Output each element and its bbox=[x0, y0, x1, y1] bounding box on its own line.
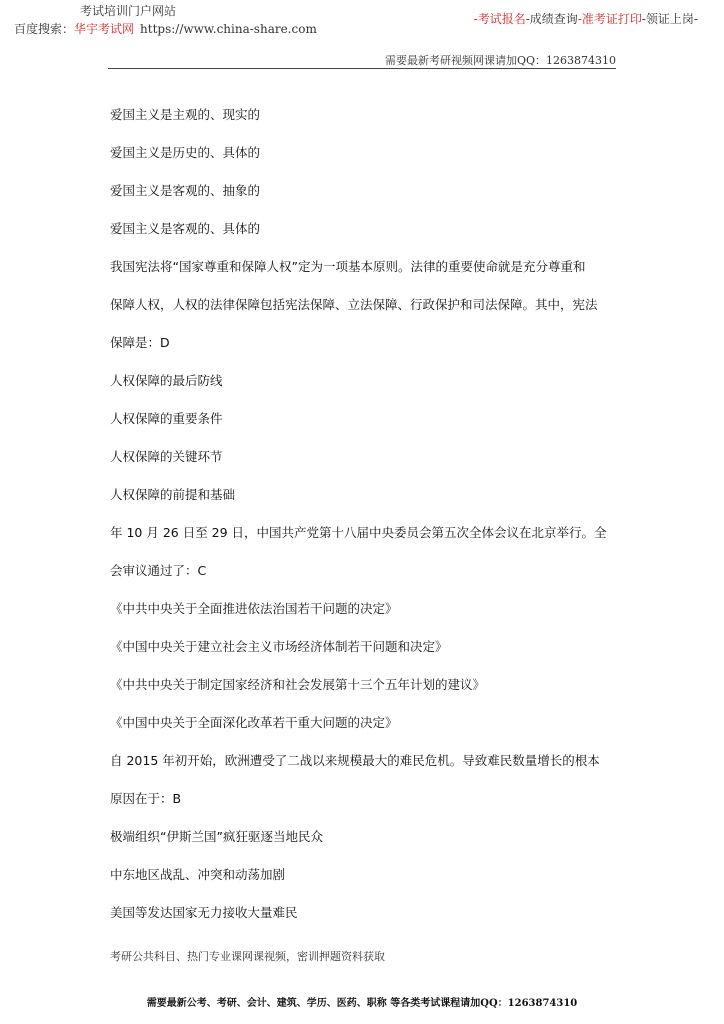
text-line: 《中共中央关于制定国家经济和社会发展第十三个五年计划的建议》 bbox=[110, 677, 486, 692]
text-line: 爱国主义是客观的、抽象的 bbox=[110, 183, 261, 198]
text-line: 极端组织“伊斯兰国”疯狂驱逐当地民众 bbox=[110, 829, 323, 844]
text-line: 人权保障的最后防线 bbox=[110, 373, 223, 388]
text-line: 爱国主义是客观的、具体的 bbox=[110, 221, 261, 236]
qq-notice: 需要最新考研视频网课请加QQ：1263874310 bbox=[384, 54, 616, 67]
certificate-link[interactable]: -领证上岗- bbox=[641, 12, 698, 26]
header-links bbox=[474, 10, 698, 27]
text-line: 中东地区战乱、冲突和动荡加剧 bbox=[110, 867, 286, 882]
footer-contact: 需要最新公考、考研、会计、建筑、学历、医药、职称 等各类考试课程请加QQ：1263874310 bbox=[146, 998, 578, 1009]
text-line: 《中共中央关于全面推进依法治国若干问题的决定》 bbox=[110, 601, 398, 616]
text-line: 我国宪法将“国家尊重和保障人权”定为一项基本原则。法律的重要使命就是充分尊重和 bbox=[110, 259, 586, 274]
header-divider bbox=[108, 68, 616, 69]
admission-ticket-link[interactable]: -准考证打印 bbox=[577, 12, 642, 26]
document-body bbox=[110, 96, 615, 932]
text-line: 年 10 月 26 日至 29 日，中国共产党第十八届中央委员会第五次全体会议在北京举行。全 bbox=[110, 525, 607, 540]
search-hint bbox=[14, 20, 317, 37]
search-label: 百度搜索： bbox=[14, 22, 75, 36]
text-line: 自 2015 年初开始，欧洲遭受了二战以来规模最大的难民危机。导致难民数量增长的根本 bbox=[110, 753, 600, 768]
text-line: 会审议通过了：C bbox=[110, 563, 207, 578]
site-url[interactable]: https://www.china-share.com bbox=[140, 22, 317, 36]
text-line: 爱国主义是历史的、具体的 bbox=[110, 145, 261, 160]
text-line: 《中国中央关于建立社会主义市场经济体制若干问题和决定》 bbox=[110, 639, 448, 654]
brand-link[interactable]: 华宇考试网 bbox=[74, 22, 135, 36]
text-line: 《中国中央关于全面深化改革若干重大问题的决定》 bbox=[110, 715, 398, 730]
text-line: 保障是：D bbox=[110, 335, 170, 350]
text-line: 保障人权，人权的法律保障包括宪法保障、立法保障、行政保护和司法保障。其中，宪法 bbox=[110, 297, 598, 312]
site-title: 考试培训门户网站 bbox=[80, 4, 177, 18]
footer-note: 考研公共科目、热门专业课网课视频，密训押题资料获取 bbox=[110, 950, 385, 963]
text-line: 人权保障的关键环节 bbox=[110, 449, 223, 464]
text-line: 人权保障的重要条件 bbox=[110, 411, 223, 426]
text-line: 爱国主义是主观的、现实的 bbox=[110, 107, 261, 122]
text-line: 美国等发达国家无力接收大量难民 bbox=[110, 905, 298, 920]
text-line: 人权保障的前提和基础 bbox=[110, 487, 236, 502]
exam-registration-link[interactable]: -考试报名 bbox=[473, 12, 526, 26]
text-line: 原因在于：B bbox=[110, 791, 182, 806]
score-query-link[interactable]: -成绩查询 bbox=[525, 12, 578, 26]
